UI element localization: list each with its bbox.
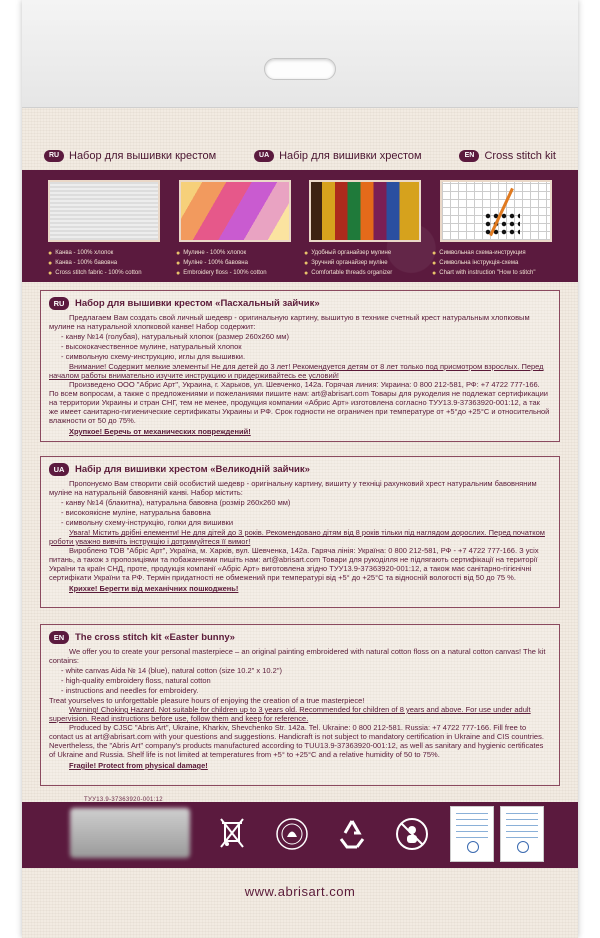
intro-ru: Предлагаем Вам создать свой личный шедевр - оригинальную картину, вышитую в технике счетный крест натуральным хлопковым мулине на натуральной хлопковой канве! Набор содержит: [49,313,530,331]
kit-list-ru [49,332,551,361]
lang-title-en: Cross stitch kit [484,150,556,162]
caption-canvas [48,248,168,278]
caption-organizer [304,248,424,278]
organizer-photo [309,180,421,242]
list-item: - символьную схему-инструкцию, иглы для вышивки. [61,352,246,361]
fragile-en: Fragile! Protect from physical damage! [69,761,208,770]
bullet-icon: ● [432,269,437,277]
caption-floss [176,248,296,278]
card-title-en: The cross stitch kit «Easter bunny» [75,632,235,643]
lang-header-en [459,150,556,162]
lang-badge-en: EN [459,150,479,162]
list-item: - высококачественное мулине, натуральный хлопок [61,342,242,351]
list-item: - instructions and needles for embroidery. [61,686,199,695]
lang-title-ua: Набір для вишивки хрестом [279,150,422,162]
lang-badge-ru: RU [44,150,64,162]
seal-icon [517,841,529,853]
description-ru [40,290,560,442]
chart-photo [440,180,552,242]
certificate-ua [450,806,494,862]
description-ua [40,456,560,608]
no-small-children-icon [392,814,432,854]
seal-icon [467,841,479,853]
caption-text: Удобный органайзер мулине [311,250,392,256]
producer-ru: Произведено ООО "Абрис Арт", Украина, г. Харьков, ул. Шевченко, 142а. Горячая линия: Украина: 0 800 212-581, РФ: +7 4722 777-166. По всем вопросам, а также с предложениями и пожеланиями пишите нам: art@abrisart.com Товары для рукоделия не подлежат сертификации на территории Украины и стран СНГ, тем не менее, продукция компании «Абрис Арт» изготовлена согласно ТУУ13.9-37363920-001:12, а так же имеет санитарно-гигиенические сертификаты Украины и РФ. Срок годности не ограничен при температуре от +5°до +25°С и относительной влажности от 50 до 75%. [49,380,550,425]
list-item: - канву №14 (блакитна), натуральна бавовна (розмір 260х260 мм) [61,498,291,507]
caption-text: Канва - 100% бавовна [55,260,118,266]
trash-bin-icon [212,814,252,854]
card-title-ua: Набір для вишивки хрестом «Великодній зайчик» [75,464,310,475]
bullet-icon: ● [48,269,53,277]
intro-ua: Пропонуємо Вам створити свій особистий шедевр - оригінальну картину, вишиту у техніці рахунковий хрест натуральним бавовняним муліне на натуральній бавовняній канві. Набор містить: [49,479,537,497]
fragile-ua: Крихке! Берегти від механічних пошкоджень! [69,584,239,593]
lang-badge-ua: UA [254,150,274,162]
list-item: - white canvas Aida № 14 (blue), natural cotton (size 10.2" x 10.2") [61,666,282,675]
treat-en: Treat yourselves to unforgettable pleasure hours of enjoying the creation of a true masterpiece! [49,696,365,705]
list-item: - високоякісне муліне, натуральна бавовна [61,508,211,517]
certificate-ru [500,806,544,862]
caption-text: Символьная схема-инструкция [439,250,526,256]
caption-chart [432,248,552,278]
website-url: www.abrisart.com [244,884,356,899]
bullet-icon: ● [432,249,437,257]
barcode [70,808,190,858]
lang-badge-en: EN [49,631,69,644]
caption-text: Муліне - 100% бавовна [183,260,248,266]
bullet-icon: ● [432,259,437,267]
hang-strip [22,0,578,108]
warning-ua: Увага! Містить дрібні елементи! Не для дітей до 3 років. Рекомендовано дітям від 8 років тільки під наглядом дорослих. Перед початком роботи уважно вивчіть інструкцію і дотримуйтеся її вимог! [49,528,545,546]
warning-en: Warning! Choking Hazard. Not suitable for children up to 3 years old. Recommended for children of 8 years and above. For use under adult supervision. Read instructions before use, follow them and keep for reference. [49,705,531,723]
card-title-ru: Набор для вышивки крестом «Пасхальный зайчик» [75,298,320,309]
description-en [40,624,560,786]
feature-photos [48,180,552,242]
lang-header-ua [254,150,421,162]
caption-text: Cross stitch fabric - 100% cotton [55,270,142,276]
list-item: - high-quality embroidery floss, natural cotton [61,676,211,685]
caption-text: Chart with instruction "How to stitch" [439,270,536,276]
bullet-icon: ● [176,249,181,257]
language-header-row [44,146,556,166]
bullet-icon: ● [176,259,181,267]
symbols-row [212,814,432,854]
caption-text: Канва - 100% хлопок [55,250,114,256]
bullet-icon: ● [48,249,53,257]
lang-title-ru: Набор для вышивки крестом [69,150,217,162]
kit-list-ua [49,498,551,527]
feature-captions [48,248,552,278]
lang-badge-ru: RU [49,297,69,310]
caption-text: Зручний органайзер муліне [311,260,388,266]
lang-badge-ua: UA [49,463,69,476]
producer-ua: Виробленo ТОВ "Абріс Арт", Україна, м. Харків, вул. Шевченка, 142а. Гаряча лінія: Україна: 0 800 212-581, РФ - +7 4722 777-166. З усіх питань, а також з пропозиціями та побажаннями пишіть нам: art@abrisart.com Товари для рукоділля не підлягають сертифікації на території України та країн СНД, проте, продукція компанії «Абріс Арт» виготовлена згідно ТУУ13.9-37363920-001:12, а також має санітарно-гігієнічні сертифікати України та РФ. Термін придатності не обмежений при температурі від +5° до +25°С та відносній вологості від 50 до 75 %. [49,546,539,582]
list-item: - символьну схему-інструкцію, голки для вишивки [61,518,234,527]
caption-text: Мулине - 100% хлопок [183,250,247,256]
bullet-icon: ● [304,259,309,267]
tuv-standard: ТУУ13.9-37363920-001:12 [84,797,163,803]
fragile-ru: Хрупкое! Беречь от механических повреждений! [69,427,251,436]
bullet-icon: ● [304,249,309,257]
canvas-photo [48,180,160,242]
bullet-icon: ● [48,259,53,267]
kit-list-en [49,666,551,695]
producer-en: Produced by CJSC "Abris Art", Ukraine, Kharkiv, Shevchenko Str. 142a. Tel. Ukraine: 0 800 212-581. Russia: +7 4722 777-166. Fill free to contact us at art@abrisart.com with your questions and suggestions. Handicraft is not subject to mandatory certification in Ukraine and CIS countries. Nevertheless, the "Abris Art" company's products manufactured according to TUU13.9-37363920-001:12, as well as sanitary and hygienic certificates of Ukraine and Russia. Shelf life is not limited at temperatures from +5° to +25°C and a relative humidity of 50 to 75%. [49,723,544,759]
package-back [22,0,578,938]
recycle-icon [332,814,372,854]
hang-hole [264,58,336,80]
bullet-icon: ● [176,269,181,277]
lang-header-ru [44,150,216,162]
bullet-icon: ● [304,269,309,277]
feature-band [22,170,578,282]
caption-text: Embroidery floss - 100% cotton [183,270,267,276]
eco-seal-icon [272,814,312,854]
intro-en: We offer you to create your personal masterpiece – an original painting embroidered with natural cotton floss on a natural cotton canvas! The kit contains: [49,647,546,665]
warning-ru: Внимание! Содержит мелкие элементы! Не для детей до 3 лет! Рекомендуется детям от 8 лет только под присмотром взрослых. Перед началом работы внимательно изучите инструкцию и придерживайтесь ее условий! [49,362,544,380]
caption-text: Comfortable threads organizer [311,270,393,276]
list-item: - канву №14 (голубая), натуральный хлопок (размер 260х260 мм) [61,332,289,341]
certificates [450,806,544,862]
floss-photo [179,180,291,242]
caption-text: Символьна інструкція-схема [439,260,519,266]
